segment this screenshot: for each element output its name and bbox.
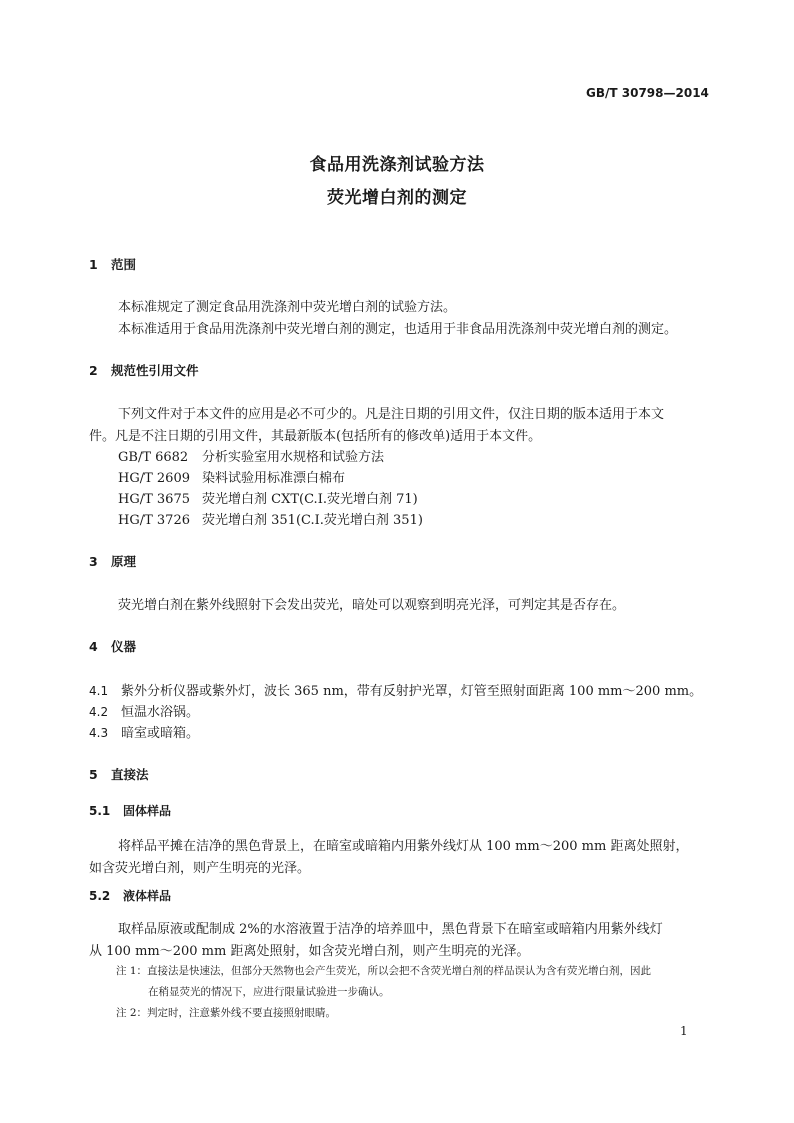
subsection-number: 5.1: [89, 804, 111, 818]
section-number: 2: [89, 363, 98, 378]
paragraph-line: 件。凡是不注日期的引用文件，其最新版本(包括所有的修改单)适用于本文件。: [89, 429, 542, 444]
section-1-heading: [89, 255, 136, 273]
section-4-heading: [89, 637, 136, 655]
reference-item: [118, 488, 418, 507]
item-number: 4.2: [89, 705, 109, 719]
reference-code: HG/T 3726: [118, 513, 190, 528]
document-subtitle: 荧光增白剂的测定: [327, 188, 467, 208]
section-title: 规范性引用文件: [111, 363, 199, 378]
document-title: 食品用洗涤剂试验方法: [309, 155, 485, 175]
section-2-heading: [89, 361, 199, 379]
paragraph-line: 从 100 mm～200 mm 距离处照射，如含荧光增白剂，则产生明亮的光泽。: [89, 944, 530, 959]
reference-title: 荧光增白剂 CXT(C.I.荧光增白剂 71): [202, 492, 418, 507]
subsection-5-2-heading: [89, 887, 171, 904]
subsection-5-1-heading: [89, 802, 171, 819]
reference-item: [118, 509, 423, 528]
item-text: 暗室或暗箱。: [121, 726, 200, 741]
reference-title: 分析实验室用水规格和试验方法: [202, 450, 385, 465]
item-text: 紫外分析仪器或紫外灯，波长 365 nm，带有反射护光罩，灯管至照射面距离 100 mm～200 mm。: [121, 684, 703, 699]
paragraph: 荧光增白剂在紫外线照射下会发出荧光，暗处可以观察到明亮光泽，可判定其是否存在。: [118, 598, 626, 613]
section-5-heading: [89, 765, 149, 783]
reference-item: [118, 446, 384, 465]
reference-code: HG/T 3675: [118, 492, 190, 507]
reference-item: [118, 467, 345, 486]
paragraph: 本标准适用于食品用洗涤剂中荧光增白剂的测定，也适用于非食品用洗涤剂中荧光增白剂的测定。: [118, 322, 678, 337]
note-2: 注 2：判定时，注意紫外线不要直接照射眼睛。: [116, 1007, 337, 1019]
section-title: 原理: [111, 554, 137, 569]
section-number: 3: [89, 554, 98, 569]
item-number: 4.1: [89, 684, 109, 698]
section-title: 范围: [111, 257, 137, 272]
section-title: 直接法: [111, 767, 149, 782]
reference-code: GB/T 6682: [118, 450, 189, 465]
page-number: 1: [680, 1024, 688, 1038]
subsection-title: 固体样品: [123, 804, 172, 818]
list-item: [89, 680, 702, 699]
section-3-heading: [89, 552, 136, 570]
section-title: 仪器: [111, 639, 137, 654]
list-item: [89, 722, 199, 741]
section-number: 4: [89, 639, 98, 654]
reference-code: HG/T 2609: [118, 471, 190, 486]
paragraph-line: 取样品原液或配制成 2%的水溶液置于洁净的培养皿中，黑色背景下在暗室或暗箱内用紫外线灯: [118, 922, 663, 937]
reference-title: 染料试验用标准漂白棉布: [202, 471, 346, 486]
paragraph-line: 下列文件对于本文件的应用是必不可少的。凡是注日期的引用文件，仅注日期的版本适用于本文: [118, 407, 665, 422]
section-number: 1: [89, 257, 98, 272]
reference-title: 荧光增白剂 351(C.I.荧光增白剂 351): [202, 513, 423, 528]
note-1-line: 注 1：直接法是快速法，但部分天然物也会产生荧光，所以会把不含荧光增白剂的样品误认为含有荧光增白剂，因此: [116, 965, 652, 977]
section-number: 5: [89, 767, 98, 782]
standard-number: GB/T 30798—2014: [586, 86, 709, 100]
paragraph: 本标准规定了测定食品用洗涤剂中荧光增白剂的试验方法。: [118, 300, 457, 315]
item-number: 4.3: [89, 726, 109, 740]
paragraph-line: 如含荧光增白剂，则产生明亮的光泽。: [89, 861, 311, 876]
list-item: [89, 701, 199, 720]
item-text: 恒温水浴锅。: [121, 705, 200, 720]
paragraph-line: 将样品平摊在洁净的黑色背景上，在暗室或暗箱内用紫外线灯从 100 mm～200 mm 距离处照射，: [118, 839, 689, 854]
subsection-number: 5.2: [89, 889, 111, 903]
subsection-title: 液体样品: [123, 889, 172, 903]
note-1-line: 在稍显荧光的情况下，应进行限量试验进一步确认。: [148, 986, 390, 998]
